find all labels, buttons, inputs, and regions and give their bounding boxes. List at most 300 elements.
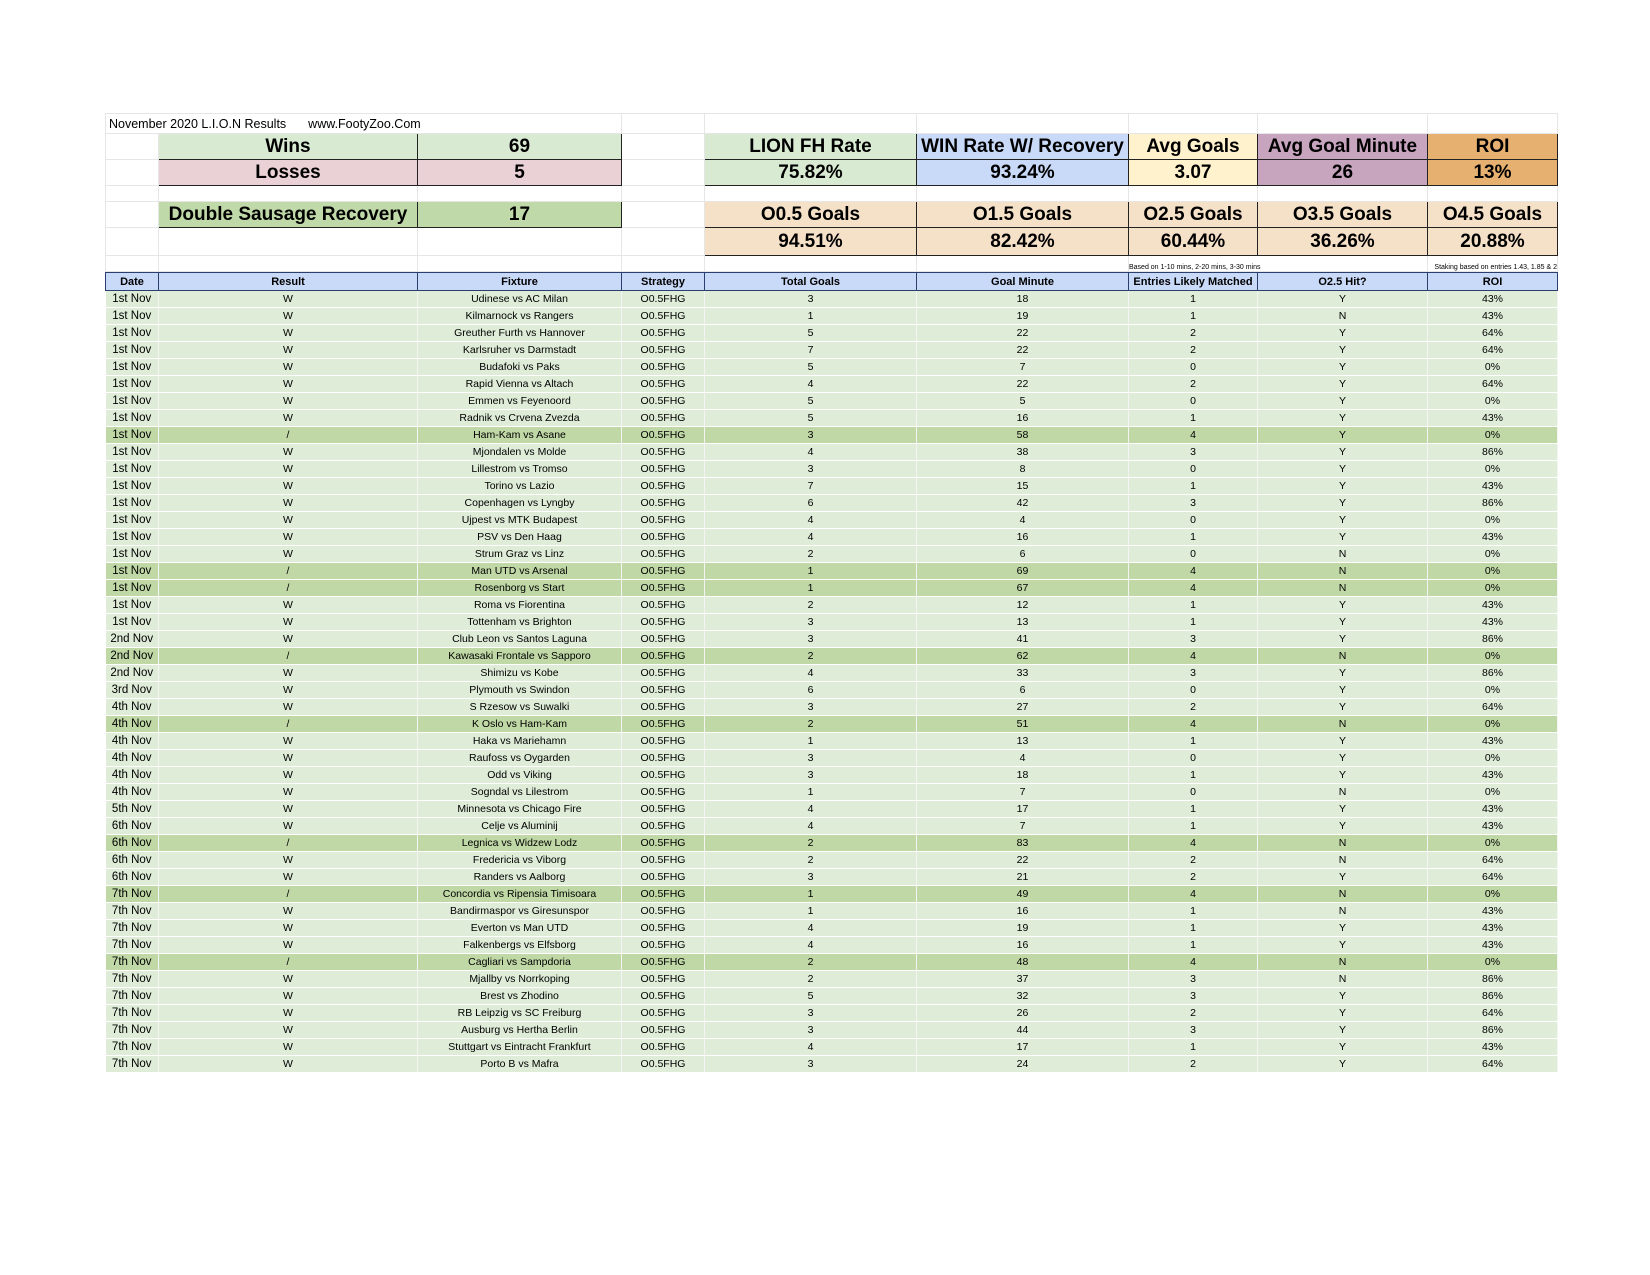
table-row: [106, 699, 1558, 716]
results-header-row: [106, 273, 1558, 291]
fixture-cell: Rosenborg vs Start: [418, 580, 622, 597]
date-cell: 7th Nov: [106, 1022, 159, 1039]
date-cell: 1st Nov: [106, 325, 159, 342]
roi-cell: 43%: [1428, 597, 1558, 614]
total-goals-cell: 6: [705, 682, 917, 699]
date-cell: 6th Nov: [106, 869, 159, 886]
o25-hit-cell: Y: [1258, 529, 1428, 546]
fixture-cell: Ujpest vs MTK Budapest: [418, 512, 622, 529]
o25-hit-cell: N: [1258, 546, 1428, 563]
roi-cell: 64%: [1428, 376, 1558, 393]
total-goals-cell: 2: [705, 971, 917, 988]
table-row: [106, 359, 1558, 376]
result-cell: W: [159, 529, 418, 546]
entries-cell: 3: [1129, 665, 1258, 682]
roi-cell: 64%: [1428, 852, 1558, 869]
entries-cell: 4: [1129, 580, 1258, 597]
roi-cell: 0%: [1428, 682, 1558, 699]
result-cell: W: [159, 818, 418, 835]
date-cell: 7th Nov: [106, 1056, 159, 1073]
table-row: [106, 818, 1558, 835]
date-cell: 7th Nov: [106, 988, 159, 1005]
total-goals-cell: 3: [705, 869, 917, 886]
result-cell: W: [159, 750, 418, 767]
entries-cell: 1: [1129, 903, 1258, 920]
strategy-cell: O0.5FHG: [622, 376, 705, 393]
o25-label: O2.5 Goals: [1129, 202, 1258, 228]
result-cell: /: [159, 954, 418, 971]
table-row: [106, 682, 1558, 699]
strategy-cell: O0.5FHG: [622, 359, 705, 376]
result-cell: W: [159, 988, 418, 1005]
total-goals-cell: 3: [705, 291, 917, 308]
goal-minute-cell: 42: [917, 495, 1129, 512]
goal-minute-cell: 7: [917, 784, 1129, 801]
goal-minute-cell: 62: [917, 648, 1129, 665]
total-goals-cell: 2: [705, 716, 917, 733]
strategy-cell: O0.5FHG: [622, 835, 705, 852]
fixture-cell: Radnik vs Crvena Zvezda: [418, 410, 622, 427]
goal-minute-cell: 22: [917, 852, 1129, 869]
date-cell: 6th Nov: [106, 818, 159, 835]
losses-label: Losses: [159, 160, 418, 186]
goal-minute-cell: 6: [917, 546, 1129, 563]
result-cell: W: [159, 325, 418, 342]
roi-cell: 0%: [1428, 835, 1558, 852]
fixture-cell: Torino vs Lazio: [418, 478, 622, 495]
col-o25-hit: O2.5 Hit?: [1258, 273, 1428, 291]
roi-cell: 43%: [1428, 920, 1558, 937]
o25-hit-cell: Y: [1258, 410, 1428, 427]
date-cell: 5th Nov: [106, 801, 159, 818]
roi-cell: 64%: [1428, 342, 1558, 359]
entries-cell: 1: [1129, 767, 1258, 784]
strategy-cell: O0.5FHG: [622, 393, 705, 410]
entries-cell: 0: [1129, 784, 1258, 801]
goal-minute-cell: 44: [917, 1022, 1129, 1039]
fixture-cell: Rapid Vienna vs Altach: [418, 376, 622, 393]
result-cell: W: [159, 308, 418, 325]
goal-minute-cell: 16: [917, 529, 1129, 546]
result-cell: W: [159, 971, 418, 988]
fixture-cell: Everton vs Man UTD: [418, 920, 622, 937]
result-cell: /: [159, 563, 418, 580]
date-cell: 1st Nov: [106, 580, 159, 597]
total-goals-cell: 2: [705, 546, 917, 563]
total-goals-cell: 7: [705, 342, 917, 359]
date-cell: 1st Nov: [106, 461, 159, 478]
results-body: [106, 291, 1558, 1073]
o45-label: O4.5 Goals: [1428, 202, 1558, 228]
table-row: [106, 614, 1558, 631]
date-cell: 4th Nov: [106, 733, 159, 750]
strategy-cell: O0.5FHG: [622, 1022, 705, 1039]
goal-minute-cell: 15: [917, 478, 1129, 495]
table-row: [106, 648, 1558, 665]
fixture-cell: Karlsruher vs Darmstadt: [418, 342, 622, 359]
o25-hit-cell: Y: [1258, 988, 1428, 1005]
date-cell: 1st Nov: [106, 512, 159, 529]
fixture-cell: Bandirmaspor vs Giresunspor: [418, 903, 622, 920]
entries-cell: 1: [1129, 801, 1258, 818]
o25-hit-cell: Y: [1258, 767, 1428, 784]
result-cell: W: [159, 359, 418, 376]
strategy-cell: O0.5FHG: [622, 308, 705, 325]
goal-minute-cell: 22: [917, 325, 1129, 342]
table-row: [106, 291, 1558, 308]
total-goals-cell: 3: [705, 461, 917, 478]
result-cell: W: [159, 699, 418, 716]
total-goals-cell: 3: [705, 699, 917, 716]
sheet-title-cell: [106, 114, 622, 134]
goal-minute-cell: 5: [917, 393, 1129, 410]
col-entries-matched: Entries Likely Matched: [1129, 273, 1258, 291]
roi-label: ROI: [1428, 134, 1558, 160]
total-goals-cell: 2: [705, 835, 917, 852]
o25-hit-cell: Y: [1258, 376, 1428, 393]
total-goals-cell: 5: [705, 325, 917, 342]
entries-cell: 2: [1129, 325, 1258, 342]
spreadsheet: [105, 113, 1557, 1073]
strategy-cell: O0.5FHG: [622, 631, 705, 648]
strategy-cell: O0.5FHG: [622, 971, 705, 988]
result-cell: W: [159, 1022, 418, 1039]
strategy-cell: O0.5FHG: [622, 546, 705, 563]
fixture-cell: Udinese vs AC Milan: [418, 291, 622, 308]
o25-hit-cell: Y: [1258, 444, 1428, 461]
strategy-cell: O0.5FHG: [622, 733, 705, 750]
roi-cell: 86%: [1428, 495, 1558, 512]
avg-minute-value: 26: [1258, 160, 1428, 186]
o25-hit-cell: Y: [1258, 1005, 1428, 1022]
fixture-cell: Tottenham vs Brighton: [418, 614, 622, 631]
entries-cell: 2: [1129, 852, 1258, 869]
fixture-cell: Copenhagen vs Lyngby: [418, 495, 622, 512]
o25-hit-cell: Y: [1258, 342, 1428, 359]
date-cell: 1st Nov: [106, 376, 159, 393]
table-row: [106, 529, 1558, 546]
date-cell: 1st Nov: [106, 410, 159, 427]
strategy-cell: O0.5FHG: [622, 716, 705, 733]
fixture-cell: S Rzesow vs Suwalki: [418, 699, 622, 716]
result-cell: W: [159, 1056, 418, 1073]
date-cell: 1st Nov: [106, 597, 159, 614]
strategy-cell: O0.5FHG: [622, 920, 705, 937]
strategy-cell: O0.5FHG: [622, 563, 705, 580]
fixture-cell: K Oslo vs Ham-Kam: [418, 716, 622, 733]
o25-hit-cell: Y: [1258, 801, 1428, 818]
col-goal-minute: Goal Minute: [917, 273, 1129, 291]
results-table: [105, 272, 1558, 1073]
entries-cell: 2: [1129, 699, 1258, 716]
date-cell: 4th Nov: [106, 784, 159, 801]
entries-cell: 1: [1129, 920, 1258, 937]
goal-minute-cell: 58: [917, 427, 1129, 444]
goal-minute-cell: 26: [917, 1005, 1129, 1022]
roi-cell: 64%: [1428, 1005, 1558, 1022]
fixture-cell: Concordia vs Ripensia Timisoara: [418, 886, 622, 903]
o25-value: 60.44%: [1129, 228, 1258, 256]
fixture-cell: Ham-Kam vs Asane: [418, 427, 622, 444]
roi-cell: 43%: [1428, 818, 1558, 835]
losses-value: 5: [418, 160, 622, 186]
roi-cell: 43%: [1428, 937, 1558, 954]
total-goals-cell: 2: [705, 597, 917, 614]
roi-cell: 43%: [1428, 529, 1558, 546]
strategy-cell: O0.5FHG: [622, 903, 705, 920]
roi-cell: 0%: [1428, 512, 1558, 529]
date-cell: 1st Nov: [106, 495, 159, 512]
total-goals-cell: 1: [705, 903, 917, 920]
entries-cell: 0: [1129, 393, 1258, 410]
win-rate-value: 93.24%: [917, 160, 1129, 186]
entries-cell: 0: [1129, 546, 1258, 563]
table-row: [106, 1005, 1558, 1022]
col-strategy: Strategy: [622, 273, 705, 291]
goal-minute-cell: 16: [917, 903, 1129, 920]
table-row: [106, 937, 1558, 954]
fixture-cell: Kawasaki Frontale vs Sapporo: [418, 648, 622, 665]
fixture-cell: PSV vs Den Haag: [418, 529, 622, 546]
total-goals-cell: 6: [705, 495, 917, 512]
goal-minute-cell: 32: [917, 988, 1129, 1005]
result-cell: /: [159, 648, 418, 665]
table-row: [106, 954, 1558, 971]
strategy-cell: O0.5FHG: [622, 461, 705, 478]
roi-cell: 0%: [1428, 546, 1558, 563]
roi-cell: 86%: [1428, 988, 1558, 1005]
result-cell: W: [159, 784, 418, 801]
entries-cell: 4: [1129, 954, 1258, 971]
result-cell: W: [159, 393, 418, 410]
fixture-cell: Cagliari vs Sampdoria: [418, 954, 622, 971]
roi-cell: 0%: [1428, 359, 1558, 376]
date-cell: 1st Nov: [106, 614, 159, 631]
entries-cell: 4: [1129, 648, 1258, 665]
wins-label: Wins: [159, 134, 418, 160]
roi-cell: 64%: [1428, 325, 1558, 342]
total-goals-cell: 4: [705, 444, 917, 461]
fixture-cell: Budafoki vs Paks: [418, 359, 622, 376]
goal-minute-cell: 18: [917, 767, 1129, 784]
entries-cell: 2: [1129, 1056, 1258, 1073]
o25-hit-cell: Y: [1258, 614, 1428, 631]
strategy-cell: O0.5FHG: [622, 1039, 705, 1056]
strategy-cell: O0.5FHG: [622, 665, 705, 682]
strategy-cell: O0.5FHG: [622, 478, 705, 495]
strategy-cell: O0.5FHG: [622, 767, 705, 784]
fixture-cell: Ausburg vs Hertha Berlin: [418, 1022, 622, 1039]
o25-hit-cell: Y: [1258, 478, 1428, 495]
roi-cell: 0%: [1428, 393, 1558, 410]
total-goals-cell: 3: [705, 1005, 917, 1022]
date-cell: 2nd Nov: [106, 648, 159, 665]
result-cell: W: [159, 614, 418, 631]
entries-cell: 3: [1129, 1022, 1258, 1039]
result-cell: /: [159, 835, 418, 852]
o25-hit-cell: N: [1258, 886, 1428, 903]
roi-cell: 43%: [1428, 291, 1558, 308]
roi-cell: 43%: [1428, 801, 1558, 818]
o25-hit-cell: Y: [1258, 682, 1428, 699]
result-cell: W: [159, 869, 418, 886]
roi-cell: 43%: [1428, 767, 1558, 784]
entries-cell: 4: [1129, 427, 1258, 444]
total-goals-cell: 3: [705, 750, 917, 767]
date-cell: 1st Nov: [106, 563, 159, 580]
total-goals-cell: 4: [705, 801, 917, 818]
entries-cell: 3: [1129, 631, 1258, 648]
total-goals-cell: 4: [705, 1039, 917, 1056]
entries-cell: 2: [1129, 376, 1258, 393]
table-row: [106, 580, 1558, 597]
fixture-cell: Falkenbergs vs Elfsborg: [418, 937, 622, 954]
table-row: [106, 631, 1558, 648]
fixture-cell: Mjallby vs Norrkoping: [418, 971, 622, 988]
result-cell: W: [159, 920, 418, 937]
entries-cell: 2: [1129, 869, 1258, 886]
total-goals-cell: 5: [705, 359, 917, 376]
date-cell: 4th Nov: [106, 716, 159, 733]
total-goals-cell: 1: [705, 733, 917, 750]
col-result: Result: [159, 273, 418, 291]
entries-cell: 1: [1129, 1039, 1258, 1056]
goal-minute-cell: 17: [917, 801, 1129, 818]
table-row: [106, 801, 1558, 818]
roi-cell: 0%: [1428, 886, 1558, 903]
date-cell: 7th Nov: [106, 954, 159, 971]
table-row: [106, 461, 1558, 478]
roi-cell: 0%: [1428, 580, 1558, 597]
result-cell: W: [159, 512, 418, 529]
strategy-cell: O0.5FHG: [622, 886, 705, 903]
total-goals-cell: 3: [705, 767, 917, 784]
result-cell: /: [159, 886, 418, 903]
o25-hit-cell: Y: [1258, 461, 1428, 478]
date-cell: 1st Nov: [106, 546, 159, 563]
fixture-cell: Emmen vs Feyenoord: [418, 393, 622, 410]
entries-cell: 0: [1129, 359, 1258, 376]
total-goals-cell: 2: [705, 954, 917, 971]
o25-hit-cell: Y: [1258, 359, 1428, 376]
total-goals-cell: 4: [705, 529, 917, 546]
date-cell: 1st Nov: [106, 444, 159, 461]
strategy-cell: O0.5FHG: [622, 597, 705, 614]
fixture-cell: Legnica vs Widzew Lodz: [418, 835, 622, 852]
entries-cell: 1: [1129, 308, 1258, 325]
roi-cell: 86%: [1428, 971, 1558, 988]
total-goals-cell: 4: [705, 818, 917, 835]
entries-cell: 4: [1129, 563, 1258, 580]
table-row: [106, 852, 1558, 869]
col-total-goals: Total Goals: [705, 273, 917, 291]
total-goals-cell: 3: [705, 427, 917, 444]
fh-rate-label: LION FH Rate: [705, 134, 917, 160]
o25-hit-cell: N: [1258, 563, 1428, 580]
result-cell: W: [159, 733, 418, 750]
strategy-cell: O0.5FHG: [622, 410, 705, 427]
result-cell: W: [159, 376, 418, 393]
table-row: [106, 869, 1558, 886]
strategy-cell: O0.5FHG: [622, 801, 705, 818]
strategy-cell: O0.5FHG: [622, 529, 705, 546]
o25-hit-cell: N: [1258, 903, 1428, 920]
total-goals-cell: 4: [705, 376, 917, 393]
goal-minute-cell: 67: [917, 580, 1129, 597]
total-goals-cell: 7: [705, 478, 917, 495]
result-cell: W: [159, 801, 418, 818]
fixture-cell: Greuther Furth vs Hannover: [418, 325, 622, 342]
table-row: [106, 784, 1558, 801]
table-row: [106, 308, 1558, 325]
fixture-cell: Brest vs Zhodino: [418, 988, 622, 1005]
roi-cell: 0%: [1428, 461, 1558, 478]
total-goals-cell: 3: [705, 614, 917, 631]
goal-minute-cell: 7: [917, 359, 1129, 376]
roi-cell: 64%: [1428, 699, 1558, 716]
table-row: [106, 733, 1558, 750]
strategy-cell: O0.5FHG: [622, 852, 705, 869]
result-cell: W: [159, 937, 418, 954]
fixture-cell: Shimizu vs Kobe: [418, 665, 622, 682]
date-cell: 7th Nov: [106, 937, 159, 954]
goal-minute-cell: 18: [917, 291, 1129, 308]
table-row: [106, 886, 1558, 903]
entries-cell: 1: [1129, 291, 1258, 308]
strategy-cell: O0.5FHG: [622, 1056, 705, 1073]
o25-hit-cell: Y: [1258, 325, 1428, 342]
goal-minute-cell: 69: [917, 563, 1129, 580]
date-cell: 1st Nov: [106, 427, 159, 444]
staking-note: Staking based on entries 1.43, 1.85 & 2: [1428, 256, 1558, 272]
goal-minute-cell: 7: [917, 818, 1129, 835]
date-cell: 1st Nov: [106, 478, 159, 495]
strategy-cell: O0.5FHG: [622, 869, 705, 886]
goal-minute-cell: 21: [917, 869, 1129, 886]
table-row: [106, 325, 1558, 342]
strategy-cell: O0.5FHG: [622, 495, 705, 512]
fixture-cell: Odd vs Viking: [418, 767, 622, 784]
total-goals-cell: 5: [705, 410, 917, 427]
o45-value: 20.88%: [1428, 228, 1558, 256]
table-row: [106, 410, 1558, 427]
entries-cell: 0: [1129, 682, 1258, 699]
table-row: [106, 478, 1558, 495]
table-row: [106, 444, 1558, 461]
strategy-cell: O0.5FHG: [622, 818, 705, 835]
o25-hit-cell: N: [1258, 954, 1428, 971]
o25-hit-cell: Y: [1258, 597, 1428, 614]
entries-cell: 4: [1129, 716, 1258, 733]
result-cell: W: [159, 342, 418, 359]
roi-cell: 0%: [1428, 954, 1558, 971]
goal-minute-cell: 16: [917, 937, 1129, 954]
roi-cell: 43%: [1428, 410, 1558, 427]
goal-minute-cell: 8: [917, 461, 1129, 478]
goal-minute-cell: 16: [917, 410, 1129, 427]
o05-value: 94.51%: [705, 228, 917, 256]
table-row: [106, 1039, 1558, 1056]
roi-cell: 43%: [1428, 308, 1558, 325]
result-cell: /: [159, 580, 418, 597]
o15-value: 82.42%: [917, 228, 1129, 256]
table-row: [106, 903, 1558, 920]
result-cell: W: [159, 478, 418, 495]
website-link[interactable]: www.FootyZoo.Com: [308, 116, 421, 131]
date-cell: 4th Nov: [106, 699, 159, 716]
o25-hit-cell: Y: [1258, 631, 1428, 648]
total-goals-cell: 3: [705, 1056, 917, 1073]
